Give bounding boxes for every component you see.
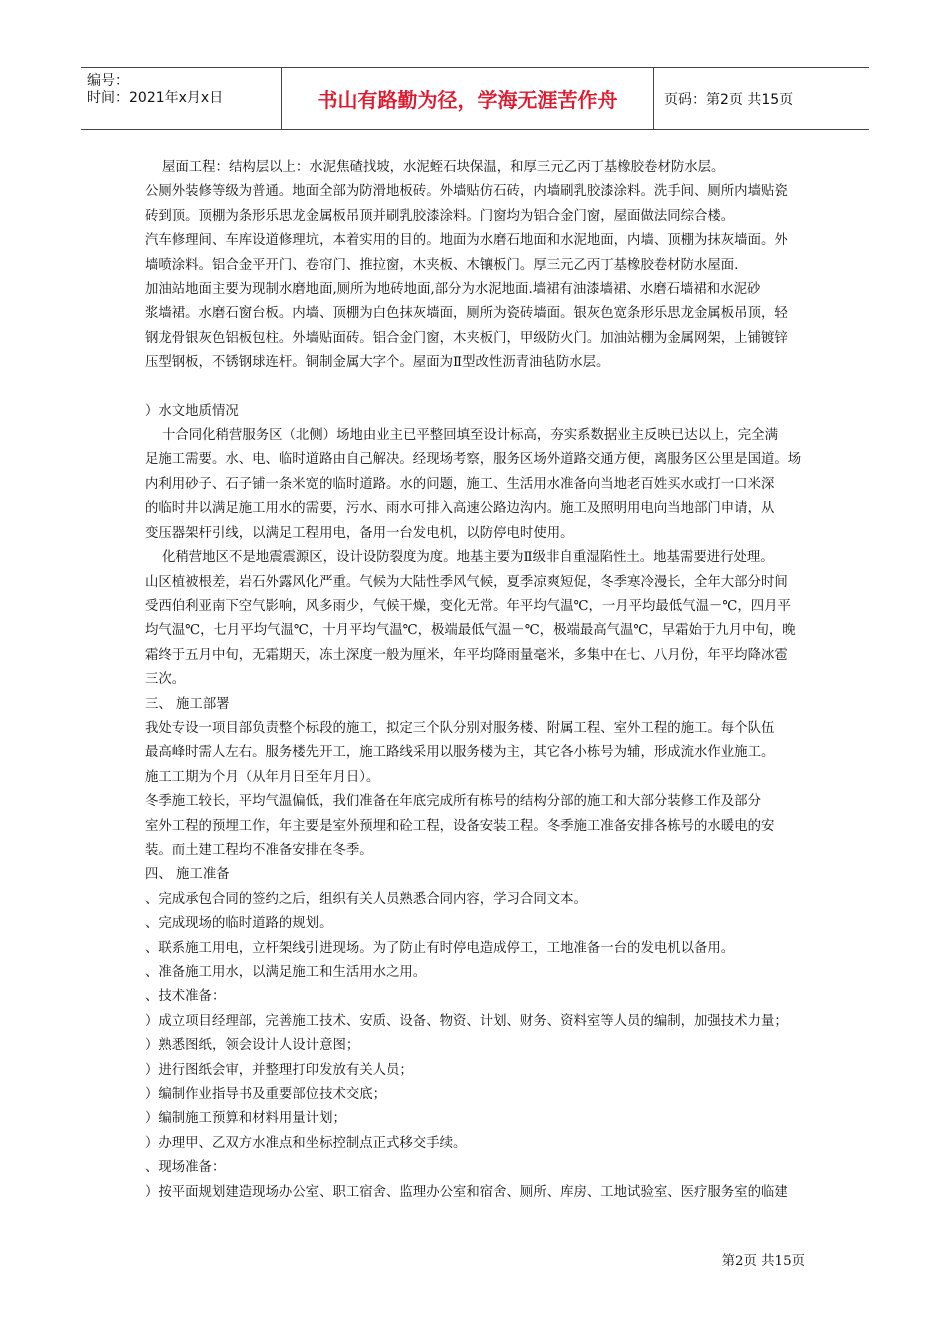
text-line: 变压器架杆引线，以满足工程用电，备用一台发电机，以防停电时使用。 [145, 525, 574, 541]
text-line: 施工工期为个月（从年月日至年月日）。 [145, 769, 380, 785]
list-item: 、完成现场的临时道路的规划。 [145, 916, 333, 932]
text-line: 浆墙裙。水磨石窗台板。内墙、顶棚为白色抹灰墙面，厕所为瓷砖墙面。银灰色宽条形乐思龙金属板吊顶，轻 [145, 306, 788, 322]
serial-number-label: 编号： [87, 73, 129, 89]
list-item: ）办理甲、乙双方水准点和坐标控制点正式移交手续。 [145, 1135, 467, 1151]
text-line: 冬季施工较长，平均气温偏低，我们准备在年底完成所有栋号的结构分部的施工和大部分装修工作及部分 [145, 794, 761, 810]
text-line: 压型钢板，不锈钢球连杆。铜制金属大字个。屋面为Ⅱ型改性沥青油毡防水层。 [145, 355, 610, 371]
text-line: 足施工需要。水、电、临时道路由自己解决。经现场考察，服务区场外道路交通方便，离服务区公里是国道。场 [145, 452, 802, 468]
list-item: 、准备施工用水，以满足施工和生活用水之用。 [145, 965, 427, 980]
list-item: ）编制施工预算和材料用量计划； [145, 1111, 346, 1127]
list-item: ）成立项目经理部，完善施工技术、安质、设备、物资、计划、财务、资料室等人员的编制，加强技术力量； [145, 1013, 788, 1029]
text-line: 十合同化稍营服务区（北侧）场地由业主已平整回填至设计标高，夯实系数据业主反映已达以上，完全满 [162, 428, 778, 444]
text-line: 我处专设一项目部负责整个标段的施工，拟定三个队分别对服务楼、附属工程、室外工程的施工。每个队伍 [145, 720, 775, 736]
section-heading: 四、 施工准备 [145, 867, 230, 883]
list-item: ）编制作业指导书及重要部位技术交底； [145, 1087, 387, 1103]
text-line: 室外工程的预埋工作，年主要是室外预埋和砼工程，设备安装工程。冬季施工准备安排各栋号的水暖电的安 [145, 818, 775, 834]
blank-line [145, 376, 809, 400]
text-line: 钢龙骨银灰色铝板包柱。外墙贴面砖。铝合金门窗，木夹板门，甲级防火门。加油站棚为金属网架，上铺镀锌 [145, 330, 788, 346]
text-line: 加油站地面主要为现制水磨地面,厕所为地砖地面,部分为水泥地面.墙裙有油漆墙裙、水磨石墙裙和水泥砂 [145, 282, 761, 298]
text-line: 砖到顶。顶棚为条形乐思龙金属板吊顶并刷乳胶漆涂料。门窗均为铝合金门窗，屋面做法同综合楼。 [145, 208, 735, 224]
section-heading: ）水文地质情况 [145, 403, 239, 419]
page-footer: 第2页 共15页 [721, 1254, 805, 1269]
list-item: ）熟悉图纸，领会设计人设计意图； [145, 1038, 360, 1054]
text-line: 墙喷涂料。铝合金平开门、卷帘门、推拉窗，木夹板、木镶板门。厚三元乙丙丁基橡胶卷材防水屋面. [145, 257, 739, 273]
list-item: 、技术准备： [145, 989, 226, 1005]
text-line: 化稍营地区不是地震震源区，设计设防裂度为度。地基主要为Ⅱ级非自重湿陷性土。地基需要进行处理。 [162, 550, 774, 566]
text-line: 霜终于五月中旬，无霜期天，冻土深度一般为厘米，年平均降雨量毫米，多集中在七、八月份，年平均降冰雹 [145, 647, 788, 663]
text-line: 汽车修理间、车库设道修理坑，本着实用的目的。地面为水磨石地面和水泥地面，内墙、顶棚为抹灰墙面。外 [145, 233, 788, 249]
page-number-label: 页码：第2页 共15页 [664, 91, 794, 108]
motto: 书山有路勤为径，学海无涯苦作舟 [282, 68, 654, 129]
text-line: 装。而土建工程均不准备安排在冬季。 [145, 842, 373, 858]
section-heading: 三、 施工部署 [145, 696, 230, 712]
list-item: 、完成承包合同的签约之后，组织有关人员熟悉合同内容，学习合同文本。 [145, 891, 587, 907]
list-item: ）按平面规划建造现场办公室、职工宿舍、监理办公室和宿舍、厕所、库房、工地试验室、医疗服务室的临建 [145, 1184, 788, 1200]
text-line: 最高峰时需人左右。服务楼先开工，施工路线采用以服务楼为主，其它各小栋号为辅，形成流水作业施工。 [145, 745, 775, 761]
list-item: 、联系施工用电，立杆架线引进现场。为了防止有时停电造成停工，工地准备一台的发电机以备用。 [145, 940, 735, 956]
text-line: 内利用砂子、石子铺一条米宽的临时道路。水的问题，施工、生活用水准备向当地老百姓买水或打一口米深 [145, 476, 775, 492]
header-meta [81, 68, 282, 129]
page-header [81, 67, 869, 130]
text-line: 的临时井以满足施工用水的需要，污水、雨水可排入高速公路边沟内。施工及照明用电向当地部门申请，从 [145, 501, 775, 517]
text-line: 公厕外装修等级为普通。地面全部为防滑地板砖。外墙贴仿石砖，内墙刷乳胶漆涂料。洗手间、厕所内墙贴瓷 [145, 184, 788, 200]
list-item: ）进行图纸会审，并整理打印发放有关人员； [145, 1062, 413, 1078]
text-line: 三次。 [145, 672, 186, 688]
text-line: 屋面工程：结构层以上：水泥焦碴找坡，水泥蛭石块保温，和厚三元乙丙丁基橡胶卷材防水层。 [162, 160, 725, 175]
document-body [145, 156, 809, 1205]
text-line: 受西伯利亚南下空气影响，风多雨少，气候干燥，变化无常。年平均气温℃，一月平均最低气温－℃，四月平 [145, 598, 791, 614]
list-item: 、现场准备： [145, 1160, 226, 1176]
text-line: 均气温℃，七月平均气温℃，十月平均气温℃，极端最低气温－℃，极端最高气温℃，早霜始于九月中旬，晚 [145, 623, 796, 639]
date-label: 时间：2021年x月x日 [87, 90, 224, 106]
text-line: 山区植被根差，岩石外露风化严重。气候为大陆性季风气候，夏季凉爽短促，冬季寒冷漫长，全年大部分时间 [145, 574, 788, 590]
